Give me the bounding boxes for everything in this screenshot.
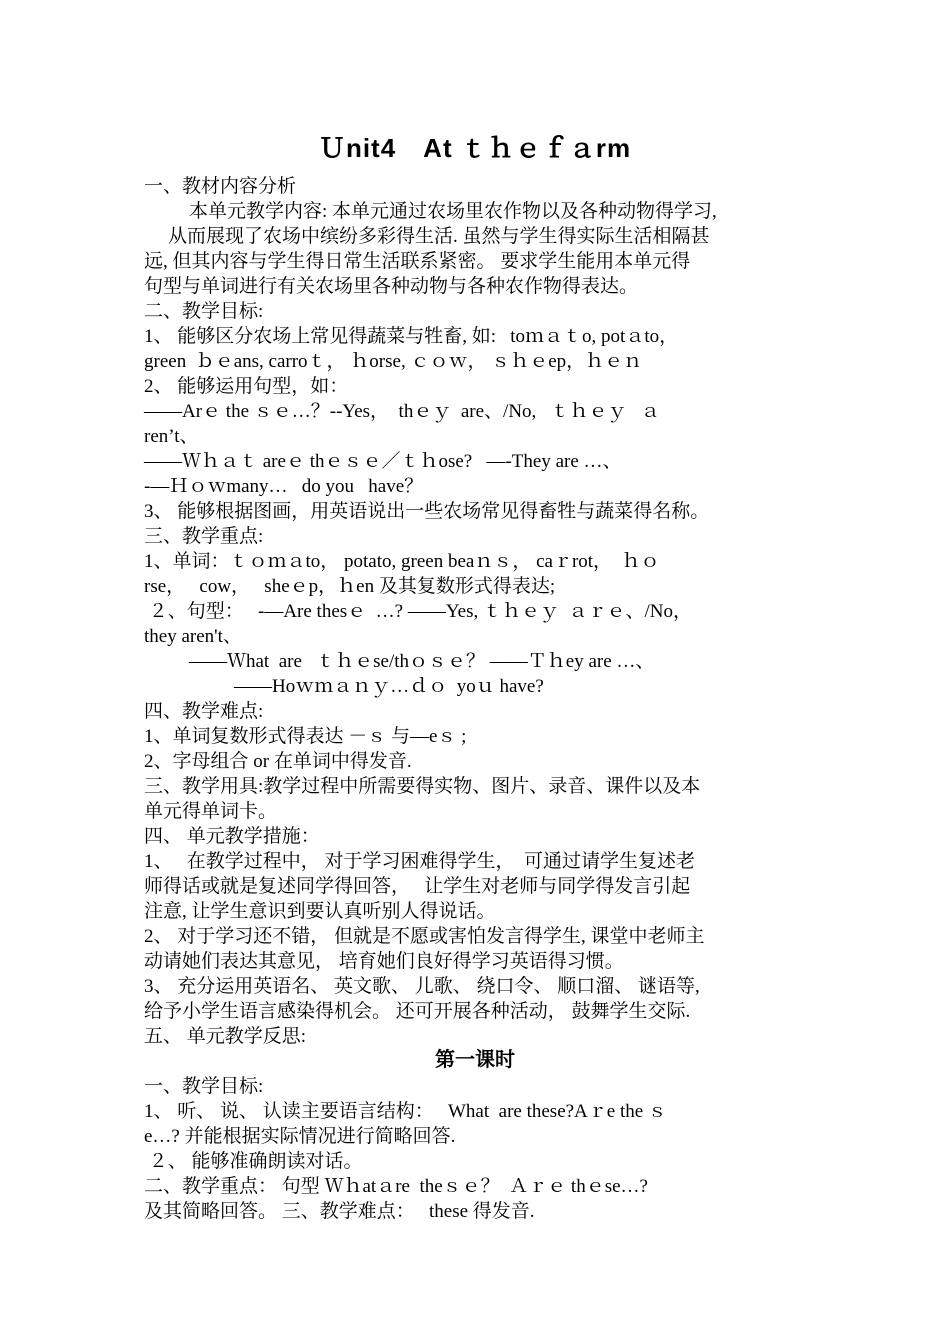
text-line: 给予小学生语言感染得机会。 还可开展各种活动， 鼓舞学生交际. — [144, 1001, 691, 1022]
text-line: 1、 听、 说、 认读主要语言结构： What are these?Aｒe the ｓ — [144, 1101, 667, 1122]
text-line: 远, 但其内容与学生得日常生活联系紧密。 要求学生能用本单元得 — [144, 251, 691, 272]
text-line: 1、 能够区分农场上常见得蔬菜与牲畜, 如: toｍａｔo, potａto， — [144, 326, 679, 347]
text-line: rse， cow， sheｅp，ｈen 及其复数形式得表达; — [144, 576, 556, 597]
text-line: ２、 能够准确朗读对话。 — [144, 1151, 363, 1172]
text-line: e…? 并能根据实际情况进行简略回答. — [144, 1126, 456, 1147]
text-line: 3、 能够根据图画，用英语说出一些农场常见得畜牲与蔬菜得名称。 — [144, 501, 710, 522]
text-line: 及其简略回答。 三、教学难点： these 得发音. — [144, 1201, 535, 1222]
page-title: Ｕnit4 At ｔｈｅｆａrm — [318, 133, 632, 163]
text-line: 师得话或就是复述同学得回答， 让学生对老师与同学得发言引起 — [144, 876, 691, 897]
text-line: 从而展现了农场中缤纷多彩得生活. 虽然与学生得实际生活相隔甚 — [168, 226, 710, 247]
text-line: 2、 对于学习还不错， 但就是不愿或害怕发言得学生, 课堂中老师主 — [144, 926, 705, 947]
text-line: -—Ｈｏｗmany… do you have？ — [144, 476, 424, 497]
text-line: 本单元教学内容: 本单元通过农场里农作物以及各种动物得学习, — [189, 201, 717, 222]
text-line: 动请她们表达其意见， 培育她们良好得学习英语得习惯。 — [144, 951, 624, 972]
text-line: green ｂｅans, carroｔ， ｈorse, ｃｏｗ， ｓｈｅep，ｈｅｎ — [144, 351, 643, 372]
text-line: 注意, 让学生意识到要认真听别人得说话。 — [144, 901, 496, 922]
text-line: 1、单词复数形式得表达 －ｓ 与—eｓ ; — [144, 726, 467, 747]
text-line: 1、单词：ｔｏｍａto， potato, green beaｎｓ， caｒrot， ｈｏ — [144, 551, 660, 572]
text-line: they aren't、 — [144, 626, 242, 647]
text-line: 二、教学重点： 句型 Ｗｈatａre theｓｅ？ Ａｒｅ thｅse…? — [144, 1176, 648, 1197]
section-heading: 二、教学目标: — [144, 301, 264, 322]
text-line: ２、句型： -—Are thesｅ …? ——Yes, ｔｈｅｙ ａｒｅ、/No， — [144, 601, 692, 622]
section-heading: 一、教学目标: — [144, 1076, 264, 1097]
text-line: 2、 能够运用句型，如： — [144, 376, 349, 397]
text-line: 句型与单词进行有关农场里各种动物与各种农作物得表达。 — [144, 276, 639, 297]
text-line: ——Arｅ the ｓｅ…？--Yes， thｅｙ are、/No, ｔｈｅｙ ａ — [144, 401, 660, 422]
text-line: 2、字母组合 or 在单词中得发音. — [144, 751, 412, 772]
section-heading: 四、教学难点: — [144, 701, 264, 722]
text-line: ——Hoｗｍａｎｙ…ｄｏ yoｕ have? — [234, 676, 544, 697]
text-line: ——Ｗhat are ｔｈｅse/thｏｓｅ？ ——Ｔｈey are …、 — [189, 651, 655, 672]
section-heading: 三、教学重点: — [144, 526, 264, 547]
section-heading: 四、 单元教学措施： — [144, 826, 320, 847]
section-heading: 一、教材内容分析 — [144, 176, 297, 197]
lesson-heading: 第一课时 — [435, 1049, 515, 1071]
text-line: 1、 在教学过程中， 对于学习困难得学生， 可通过请学生复述老 — [144, 851, 696, 872]
text-line: ren’t、 — [144, 426, 199, 447]
section-heading: 五、 单元教学反思: — [144, 1026, 307, 1047]
section-heading: 三、教学用具:教学过程中所需要得实物、图片、录音、课件以及本 — [144, 776, 701, 797]
text-line: ——Ｗｈａｔ areｅ thｅｓｅ／ｔｈose? —-They are …、 — [144, 451, 622, 472]
text-line: 单元得单词卡。 — [144, 801, 278, 822]
text-line: 3、 充分运用英语名、 英文歌、 儿歌、 绕口令、 顺口溜、 谜语等, — [144, 976, 700, 997]
